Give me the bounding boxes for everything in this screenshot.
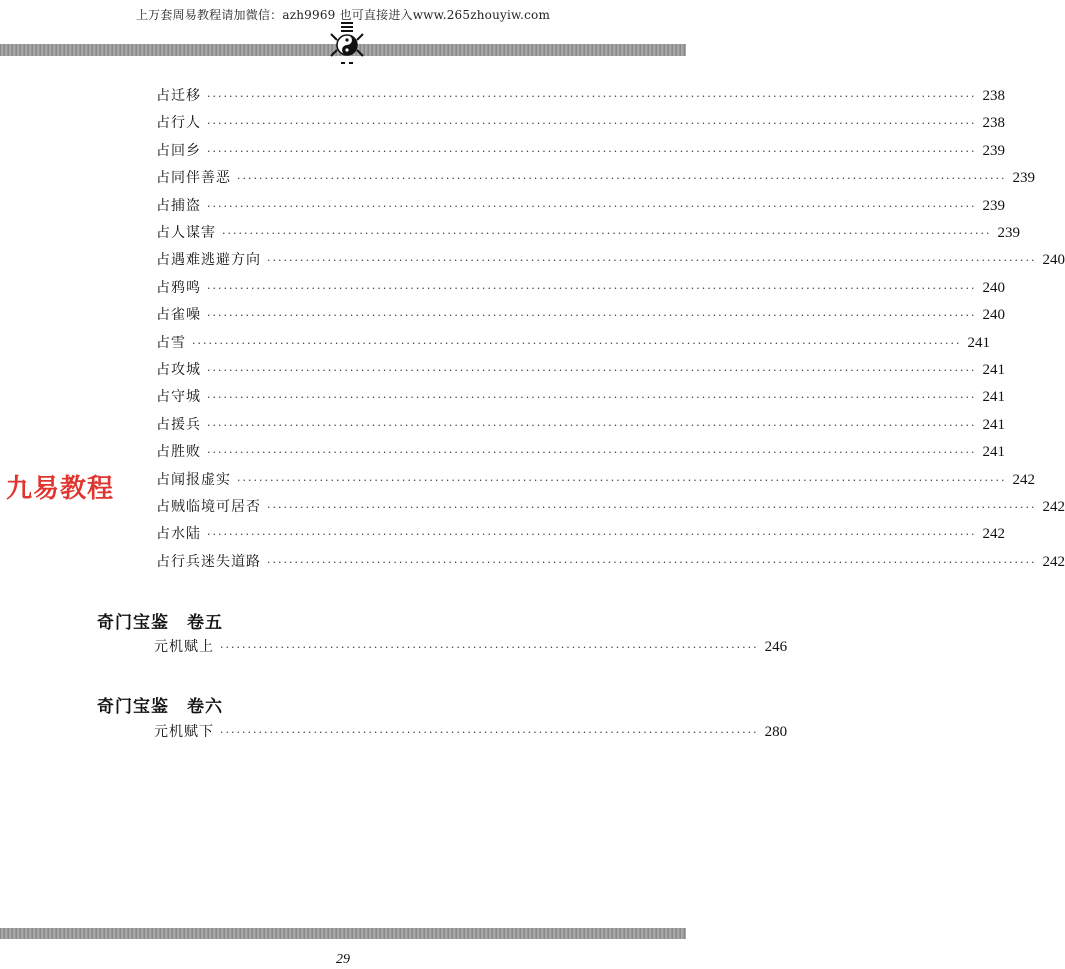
entry-page: 241 (982, 389, 1006, 406)
toc-entry[interactable] (156, 249, 1065, 271)
bagua-taiji-icon (329, 20, 365, 66)
entry-title: 占雪 (156, 334, 186, 351)
section-heading (97, 692, 223, 717)
watermark-text: 九易教程 (6, 474, 115, 504)
entry-page: 239 (982, 197, 1006, 214)
toc-entry[interactable] (156, 140, 1006, 162)
leader-dots: ············································································································································ (207, 418, 977, 432)
section-heading (97, 608, 223, 633)
entry-title: 占贼临境可居否 (156, 499, 261, 515)
toc-entry[interactable] (156, 414, 1006, 436)
toc-entry[interactable] (156, 551, 1065, 573)
entry-page: 242 (982, 526, 1006, 543)
entry-page: 240 (982, 279, 1006, 296)
leader-dots: ············································································································································ (237, 473, 1007, 487)
leader-dots: ············································································································································ (207, 117, 977, 131)
entry-page: 238 (982, 115, 1006, 132)
bottom-decorative-band (0, 928, 686, 939)
entry-page: 239 (997, 225, 1021, 241)
toc-entry[interactable] (156, 195, 1006, 217)
section-book: 奇门宝鉴 (97, 697, 169, 717)
entry-page: 242 (1042, 499, 1065, 515)
toc-entry[interactable] (156, 469, 1036, 491)
leader-dots: ············································································································································ (207, 309, 977, 323)
entry-page: 240 (982, 307, 1006, 324)
leader-dots: ············································································································································ (207, 144, 977, 158)
entry-title: 占行人 (156, 115, 201, 132)
toc-entry[interactable] (156, 359, 1006, 381)
section-volume: 卷六 (187, 697, 223, 717)
entry-page: 280 (764, 724, 788, 740)
entry-page: 241 (982, 444, 1006, 461)
entry-title: 占鸦鸣 (156, 279, 201, 296)
toc-entry[interactable] (156, 277, 1006, 299)
toc-entry[interactable] (156, 112, 1006, 134)
entry-title: 占迁移 (156, 88, 201, 104)
entry-title: 占同伴善恶 (156, 170, 231, 187)
toc-entry[interactable] (156, 85, 1006, 107)
section-book: 奇门宝鉴 (97, 613, 169, 633)
toc-entry[interactable] (156, 304, 1006, 326)
toc-entry[interactable] (154, 636, 788, 658)
leader-dots: ············································································································································ (207, 90, 977, 103)
leader-dots: ············································································································································ (267, 501, 1037, 514)
toc-entry[interactable] (156, 222, 1021, 244)
leader-dots: ············································································································································ (207, 364, 977, 377)
entry-page: 242 (1012, 471, 1036, 488)
leader-dots: ············································································································································ (222, 227, 992, 240)
entry-title: 占胜败 (156, 444, 201, 461)
leader-dots: ············································································································································ (267, 254, 1037, 268)
toc-entry[interactable] (156, 386, 1006, 408)
header-note: 上万套周易教程请加微信：azh9969 也可直接进入www.265zhouyiw.com (135, 8, 551, 22)
entry-page: 239 (982, 142, 1006, 159)
section-volume: 卷五 (187, 613, 223, 633)
entry-page: 240 (1042, 252, 1065, 269)
leader-dots: ············································································································································ (207, 281, 977, 295)
leader-dots: ············································································································································ (192, 336, 962, 350)
leader-dots: ············································································································································ (207, 528, 977, 542)
toc-entry[interactable] (156, 496, 1065, 518)
leader-dots: ·································································································· (220, 726, 759, 739)
page-number: 29 (336, 952, 350, 967)
entry-title: 占援兵 (156, 416, 201, 433)
entry-title: 元机赋下 (154, 724, 214, 740)
entry-title: 占捕盗 (156, 197, 201, 214)
toc-entry[interactable] (156, 523, 1006, 545)
toc-entry[interactable] (156, 441, 1006, 463)
leader-dots: ············································································································································ (267, 555, 1037, 569)
leader-dots: ············································································································································ (207, 391, 977, 405)
entry-title: 元机赋上 (154, 639, 214, 655)
leader-dots: ············································································································································ (207, 199, 977, 213)
entry-page: 238 (982, 88, 1006, 104)
entry-page: 241 (982, 416, 1006, 433)
leader-dots: ············································································································································ (237, 172, 1007, 186)
entry-title: 占回乡 (156, 142, 201, 159)
toc-entry[interactable] (154, 721, 788, 743)
entry-title: 占攻城 (156, 362, 201, 378)
entry-title: 占守城 (156, 389, 201, 406)
entry-title: 占人谋害 (156, 225, 216, 241)
entry-title: 占遇难逃避方向 (156, 252, 261, 269)
entry-title: 占水陆 (156, 526, 201, 543)
entry-page: 246 (764, 639, 788, 655)
toc-entry[interactable] (156, 167, 1036, 189)
toc-entry[interactable] (156, 332, 991, 354)
leader-dots: ············································································································································ (207, 446, 977, 460)
entry-page: 239 (1012, 170, 1036, 187)
entry-page: 241 (982, 362, 1006, 378)
entry-title: 占雀噪 (156, 307, 201, 324)
leader-dots: ·································································································· (220, 641, 759, 654)
entry-page: 242 (1042, 553, 1065, 570)
entry-title: 占行兵迷失道路 (156, 553, 261, 570)
entry-page: 241 (967, 334, 991, 351)
entry-title: 占闻报虚实 (156, 471, 231, 488)
